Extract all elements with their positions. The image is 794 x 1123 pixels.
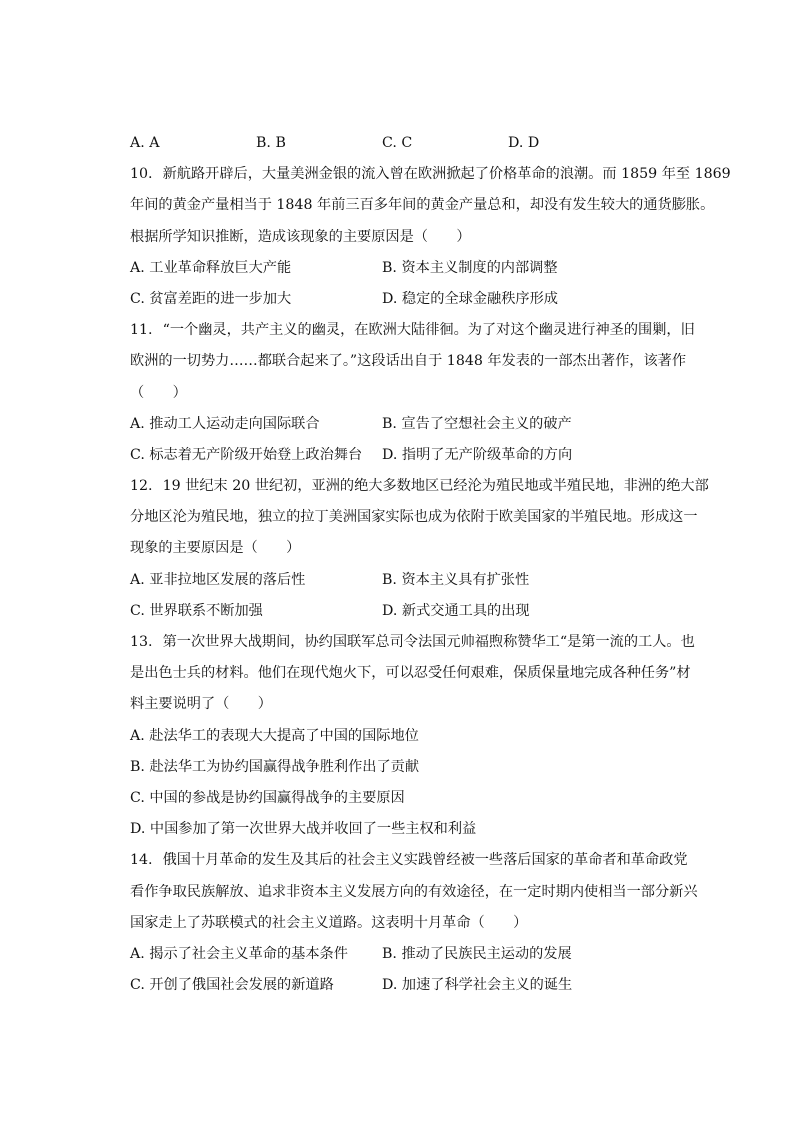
q14-option-c: C. 开创了俄国社会发展的新道路: [130, 977, 334, 994]
q11-stem-line-3: （ ）: [130, 384, 187, 401]
q14-stem-line-1: 14. 俄国十月革命的发生及其后的社会主义实践曾经被一些落后国家的革命者和革命政党: [130, 848, 700, 879]
q12-stem-line-2: 分地区沦为殖民地，独立的拉丁美洲国家实际也成为依附于欧美国家的半殖民地。形成这一: [130, 509, 698, 526]
q11-stem-line-2: 欧洲的一切势力……都联合起来了。”这段话出自于 1848 年发表的一部杰出著作，该著作: [130, 353, 687, 370]
q13-stem-line-3: 料主要说明了（ ）: [130, 696, 272, 713]
q12-option-a: A. 亚非拉地区发展的落后性: [130, 571, 306, 588]
q12-options-row-2: [130, 599, 700, 630]
q10-stem-line-3: 根据所学知识推断，造成该现象的主要原因是（ ）: [130, 228, 471, 245]
q13-option-b: B. 赴法华工为协约国赢得战争胜利作出了贡献: [130, 758, 420, 775]
q13-option-a: A. 赴法华工的表现大大提高了中国的国际地位: [130, 727, 419, 744]
q9-option-b: B. B: [256, 135, 286, 151]
q12-stem-line-1: 12. 19 世纪末 20 世纪初，亚洲的绝大多数地区已经沦为殖民地或半殖民地，非洲的绝大部: [130, 474, 700, 505]
q11-option-c: C. 标志着无产阶级开始登上政治舞台: [130, 446, 363, 463]
q9-option-d: D. D: [508, 135, 540, 151]
q11-option-b: B. 宣告了空想社会主义的破产: [382, 415, 572, 432]
q10-options-row-2: [130, 287, 700, 318]
q14-option-b: B. 推动了民族民主运动的发展: [382, 945, 572, 962]
q14-stem-line-2: 看作争取民族解放、追求非资本主义发展方向的有效途径，在一定时期内使相当一部分新兴: [130, 883, 698, 900]
q10-stem-line-1: 10. 新航路开辟后，大量美洲金银的流入曾在欧洲掀起了价格革命的浪潮。而 1859 年至 1869: [130, 162, 700, 193]
q10-option-b: B. 资本主义制度的内部调整: [382, 259, 558, 276]
q12-number: 12.: [130, 478, 153, 495]
q10-stem-line-2: 年间的黄金产量相当于 1848 年前三百多年间的黄金产量总和，却没有发生较大的通货膨胀。: [130, 197, 715, 214]
q11-option-d: D. 指明了无产阶级革命的方向: [382, 446, 573, 463]
q13-number: 13.: [130, 634, 153, 650]
q11-options-row-2: [130, 443, 700, 474]
q11-number: 11.: [130, 322, 153, 339]
q10-number: 10.: [130, 166, 153, 183]
q14-number: 14.: [130, 852, 153, 869]
q13-option-d: D. 中国参加了第一次世界大战并收回了一些主权和利益: [130, 821, 477, 838]
q10-options-row-1: [130, 256, 700, 287]
q14-options-row-1: [130, 942, 700, 973]
q13-stem-line-1: 13. 第一次世界大战期间，协约国联军总司令法国元帅福煦称赞华工“是第一流的工人。也: [130, 630, 700, 661]
q14-option-a: A. 揭示了社会主义革命的基本条件: [130, 945, 348, 962]
q11-option-a: A. 推动工人运动走向国际联合: [130, 415, 320, 432]
q12-option-d: D. 新式交通工具的出现: [382, 602, 530, 619]
q10-option-d: D. 稳定的全球金融秩序形成: [382, 290, 558, 307]
q11-options-row-1: [130, 412, 700, 443]
q14-option-d: D. 加速了科学社会主义的诞生: [382, 977, 573, 994]
q10-option-c: C. 贫富差距的进一步加大: [130, 290, 292, 307]
question-list: [130, 131, 731, 1004]
q12-option-b: B. 资本主义具有扩张性: [382, 571, 530, 588]
q13-option-c: C. 中国的参战是协约国赢得战争的主要原因: [130, 789, 405, 806]
q12-stem-line-3: 现象的主要原因是（ ）: [130, 540, 301, 557]
q9-option-a: A. A: [130, 135, 160, 151]
q13-stem-line-2: 是出色士兵的材料。他们在现代炮火下，可以忍受任何艰难，保质保量地完成各种任务”材: [130, 665, 691, 682]
q10-option-a: A. 工业革命释放巨大产能: [130, 259, 292, 276]
q14-options-row-2: [130, 973, 700, 1004]
q12-options-row-1: [130, 568, 700, 599]
q12-option-c: C. 世界联系不断加强: [130, 602, 263, 619]
q9-option-c: C. C: [382, 135, 413, 151]
q11-stem-line-1: 11. “一个幽灵，共产主义的幽灵，在欧洲大陆徘徊。为了对这个幽灵进行神圣的围剿，旧: [130, 318, 700, 349]
q9-options: [130, 131, 700, 162]
q14-stem-line-3: 国家走上了苏联模式的社会主义道路。这表明十月革命（ ）: [130, 914, 528, 931]
